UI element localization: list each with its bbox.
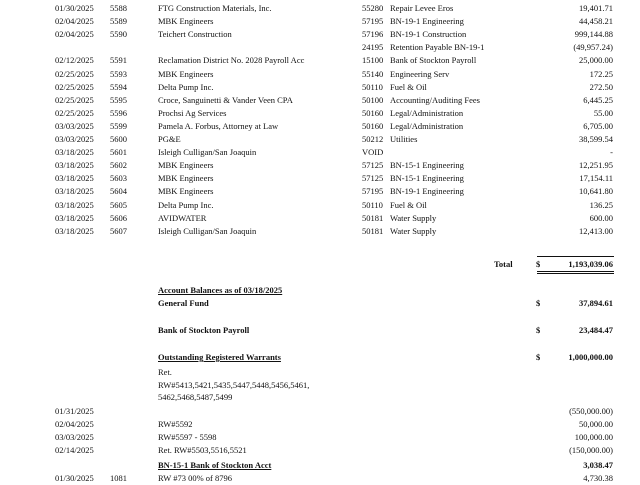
row-account: 24195 bbox=[362, 42, 384, 53]
row-description: BN-19-1 Engineering bbox=[390, 186, 464, 197]
warrant-amount: (550,000.00) bbox=[569, 406, 613, 416]
row-amount: 136.25 bbox=[589, 199, 613, 210]
row-check-number: 5596 bbox=[110, 107, 127, 118]
row-check-number: 5606 bbox=[110, 212, 127, 223]
row-account: 55140 bbox=[362, 68, 384, 79]
row-payee: Isleigh Culligan/San Joaquin bbox=[158, 225, 257, 236]
row-payee: MBK Engineers bbox=[158, 68, 214, 79]
row-amount: 999,144.88 bbox=[574, 29, 613, 40]
row-amount: 38,599.54 bbox=[579, 134, 613, 144]
total-amount: 1,193,039.06 bbox=[568, 259, 613, 269]
row-account: 57195 bbox=[362, 186, 384, 197]
row-amount: 12,251.95 bbox=[579, 160, 613, 171]
row-amount: 12,413.00 bbox=[579, 225, 613, 236]
warrants-currency: $ bbox=[536, 352, 541, 362]
row-description: Utilities bbox=[390, 134, 418, 144]
bn-entry-amount: 4,730.38 bbox=[583, 473, 613, 483]
row-account: 50160 bbox=[362, 120, 384, 131]
row-description: Fuel & Oil bbox=[390, 81, 427, 92]
warrant-note-row-1 bbox=[0, 366, 640, 379]
row-amount: 10,641.80 bbox=[579, 186, 613, 197]
row-check-number: 5589 bbox=[110, 16, 127, 27]
row-check-number: 5590 bbox=[110, 29, 127, 40]
total-label: Total bbox=[494, 259, 513, 269]
row-description: Engineering Serv bbox=[390, 68, 450, 79]
bn-entry-desc: RW #73 00% of 8796 bbox=[158, 473, 232, 483]
row-payee: Pamela A. Forbus, Attorney at Law bbox=[158, 120, 279, 131]
row-account: 57195 bbox=[362, 16, 384, 27]
row-date: 03/18/2025 bbox=[55, 147, 94, 158]
warrant-description: Ret. RW#5503,5516,5521 bbox=[158, 445, 247, 455]
register-row bbox=[0, 28, 640, 41]
total-double-rule bbox=[537, 271, 614, 274]
row-payee: AVIDWATER bbox=[158, 212, 207, 223]
register-row bbox=[0, 107, 640, 120]
row-amount: (49,957.24) bbox=[573, 42, 613, 53]
row-check-number: 5600 bbox=[110, 134, 127, 144]
row-account: 50212 bbox=[362, 134, 384, 144]
row-payee: Delta Pump Inc. bbox=[158, 81, 214, 92]
row-description: Water Supply bbox=[390, 212, 437, 223]
register-row bbox=[0, 2, 640, 15]
row-payee: Delta Pump Inc. bbox=[158, 199, 214, 210]
register-row bbox=[0, 159, 640, 172]
register-row bbox=[0, 41, 640, 54]
row-check-number: 5604 bbox=[110, 186, 127, 197]
row-date: 03/03/2025 bbox=[55, 134, 94, 144]
bn-entry-num: 1081 bbox=[110, 473, 127, 483]
warrant-amount: 50,000.00 bbox=[579, 419, 613, 429]
row-payee: Croce, Sanguinetti & Vander Veen CPA bbox=[158, 94, 293, 105]
bn-amount: 3,038.47 bbox=[583, 460, 613, 470]
row-payee: MBK Engineers bbox=[158, 16, 214, 27]
row-description: Accounting/Auditing Fees bbox=[390, 94, 480, 105]
general-fund-label: General Fund bbox=[158, 298, 209, 308]
bn-row bbox=[0, 459, 640, 472]
row-check-number: 5603 bbox=[110, 173, 127, 184]
row-amount: 44,458.21 bbox=[579, 16, 613, 27]
register-row bbox=[0, 146, 640, 159]
total-currency: $ bbox=[536, 259, 541, 269]
row-account: 50100 bbox=[362, 94, 384, 105]
warrants-row bbox=[0, 351, 640, 364]
bn-label: BN-15-1 Bank of Stockton Acct bbox=[158, 460, 272, 470]
row-date: 02/25/2025 bbox=[55, 68, 94, 79]
row-check-number: 5601 bbox=[110, 147, 127, 158]
row-date: 03/18/2025 bbox=[55, 212, 94, 223]
row-amount: 19,401.71 bbox=[579, 3, 613, 13]
row-account: VOID bbox=[362, 147, 384, 158]
general-fund-row bbox=[0, 297, 640, 310]
row-payee: Prochsi Ag Services bbox=[158, 107, 227, 118]
register-row bbox=[0, 81, 640, 94]
register-row bbox=[0, 199, 640, 212]
row-amount: 272.50 bbox=[589, 81, 613, 92]
warrant-row bbox=[0, 444, 640, 457]
row-check-number: 5605 bbox=[110, 199, 127, 210]
payroll-label: Bank of Stockton Payroll bbox=[158, 325, 250, 335]
warrant-date: 02/04/2025 bbox=[55, 419, 94, 429]
row-account: 50181 bbox=[362, 225, 384, 236]
register-row bbox=[0, 68, 640, 81]
row-check-number: 5593 bbox=[110, 68, 127, 79]
row-date: 03/18/2025 bbox=[55, 173, 94, 184]
warrant-note-1: Ret. bbox=[158, 367, 172, 377]
row-payee: Isleigh Culligan/San Joaquin bbox=[158, 147, 257, 158]
warrant-date: 03/03/2025 bbox=[55, 432, 94, 442]
warrant-description: RW#5597 - 5598 bbox=[158, 432, 217, 442]
row-date: 02/25/2025 bbox=[55, 81, 94, 92]
row-date: 03/03/2025 bbox=[55, 120, 94, 131]
row-payee: FTG Construction Materials, Inc. bbox=[158, 3, 272, 13]
row-check-number: 5607 bbox=[110, 225, 127, 236]
register-row bbox=[0, 120, 640, 133]
row-amount: 55.00 bbox=[593, 107, 613, 118]
row-description: Repair Levee Eros bbox=[390, 3, 454, 13]
row-account: 50181 bbox=[362, 212, 384, 223]
row-check-number: 5595 bbox=[110, 94, 127, 105]
total-rule bbox=[537, 256, 614, 257]
register-row bbox=[0, 94, 640, 107]
register-row bbox=[0, 172, 640, 185]
bn-entry-date: 01/30/2025 bbox=[55, 473, 94, 483]
register-total-row bbox=[0, 258, 640, 271]
row-amount: 6,445.25 bbox=[583, 94, 613, 105]
row-payee: MBK Engineers bbox=[158, 160, 214, 171]
row-date: 02/25/2025 bbox=[55, 94, 94, 105]
row-date: 01/30/2025 bbox=[55, 3, 94, 13]
row-amount: 17,154.11 bbox=[579, 173, 613, 184]
warrant-row bbox=[0, 418, 640, 431]
row-description: BN-15-1 Engineering bbox=[390, 160, 464, 171]
row-account: 50110 bbox=[362, 81, 383, 92]
row-amount: - bbox=[610, 147, 613, 158]
row-description: Bank of Stockton Payroll bbox=[390, 55, 477, 66]
warrant-amount: (150,000.00) bbox=[569, 445, 613, 455]
payroll-currency: $ bbox=[536, 325, 541, 335]
row-date: 02/04/2025 bbox=[55, 16, 94, 27]
row-description: Retention Payable BN-19-1 bbox=[390, 42, 485, 53]
bn-entry-row bbox=[0, 472, 640, 485]
row-description: Water Supply bbox=[390, 225, 437, 236]
row-date: 03/18/2025 bbox=[55, 225, 94, 236]
row-amount: 600.00 bbox=[589, 212, 613, 223]
row-check-number: 5594 bbox=[110, 81, 127, 92]
row-account: 57125 bbox=[362, 160, 384, 171]
payroll-amount: 23,484.47 bbox=[579, 325, 613, 335]
row-date: 03/18/2025 bbox=[55, 199, 94, 210]
row-date: 03/18/2025 bbox=[55, 160, 94, 171]
row-date: 02/04/2025 bbox=[55, 29, 94, 40]
balances-heading: Account Balances as of 03/18/2025 bbox=[158, 285, 283, 295]
row-amount: 25,000.00 bbox=[579, 55, 613, 66]
row-check-number: 5588 bbox=[110, 3, 127, 13]
row-account: 57125 bbox=[362, 173, 384, 184]
warrant-note-3: 5462,5468,5487,5499 bbox=[158, 392, 233, 402]
warrants-label: Outstanding Registered Warrants bbox=[158, 352, 281, 362]
payroll-row bbox=[0, 324, 640, 337]
row-amount: 6,705.00 bbox=[583, 120, 613, 131]
row-account: 50110 bbox=[362, 199, 383, 210]
row-payee: Teichert Construction bbox=[158, 29, 232, 40]
warrant-amount: 100,000.00 bbox=[574, 432, 613, 442]
row-description: BN-15-1 Engineering bbox=[390, 173, 464, 184]
row-description: BN-19-1 Engineering bbox=[390, 16, 464, 27]
row-account: 55280 bbox=[362, 3, 384, 13]
row-payee: PG&E bbox=[158, 134, 181, 144]
row-check-number: 5602 bbox=[110, 160, 127, 171]
warrants-amount: 1,000,000.00 bbox=[568, 352, 613, 362]
row-account: 57196 bbox=[362, 29, 384, 40]
row-check-number: 5599 bbox=[110, 120, 127, 131]
register-row bbox=[0, 212, 640, 225]
general-fund-currency: $ bbox=[536, 298, 541, 308]
warrant-description: RW#5592 bbox=[158, 419, 193, 429]
row-description: Legal/Administration bbox=[390, 120, 464, 131]
warrant-date: 02/14/2025 bbox=[55, 445, 94, 455]
row-account: 15100 bbox=[362, 55, 384, 66]
row-account: 50160 bbox=[362, 107, 384, 118]
register-row bbox=[0, 54, 640, 67]
register-row bbox=[0, 225, 640, 238]
balances-heading-row bbox=[0, 284, 640, 297]
warrant-row bbox=[0, 405, 640, 418]
row-date: 03/18/2025 bbox=[55, 186, 94, 197]
row-description: BN-19-1 Construction bbox=[390, 29, 467, 40]
row-payee: MBK Engineers bbox=[158, 173, 214, 184]
row-date: 02/12/2025 bbox=[55, 55, 94, 66]
row-payee: Reclamation District No. 2028 Payroll Acc bbox=[158, 55, 305, 66]
warrant-date: 01/31/2025 bbox=[55, 406, 94, 416]
register-row bbox=[0, 133, 640, 146]
row-date: 02/25/2025 bbox=[55, 107, 94, 118]
register-row bbox=[0, 185, 640, 198]
general-fund-amount: 37,894.61 bbox=[579, 298, 613, 308]
row-amount: 172.25 bbox=[589, 68, 613, 79]
warrant-note-2: RW#5413,5421,5435,5447,5448,5456,5461, bbox=[158, 380, 310, 390]
row-description: Fuel & Oil bbox=[390, 199, 427, 210]
warrant-row bbox=[0, 431, 640, 444]
row-payee: MBK Engineers bbox=[158, 186, 214, 197]
row-description: Legal/Administration bbox=[390, 107, 464, 118]
register-row bbox=[0, 15, 640, 28]
warrant-note-row-3 bbox=[0, 391, 640, 404]
row-check-number: 5591 bbox=[110, 55, 127, 66]
